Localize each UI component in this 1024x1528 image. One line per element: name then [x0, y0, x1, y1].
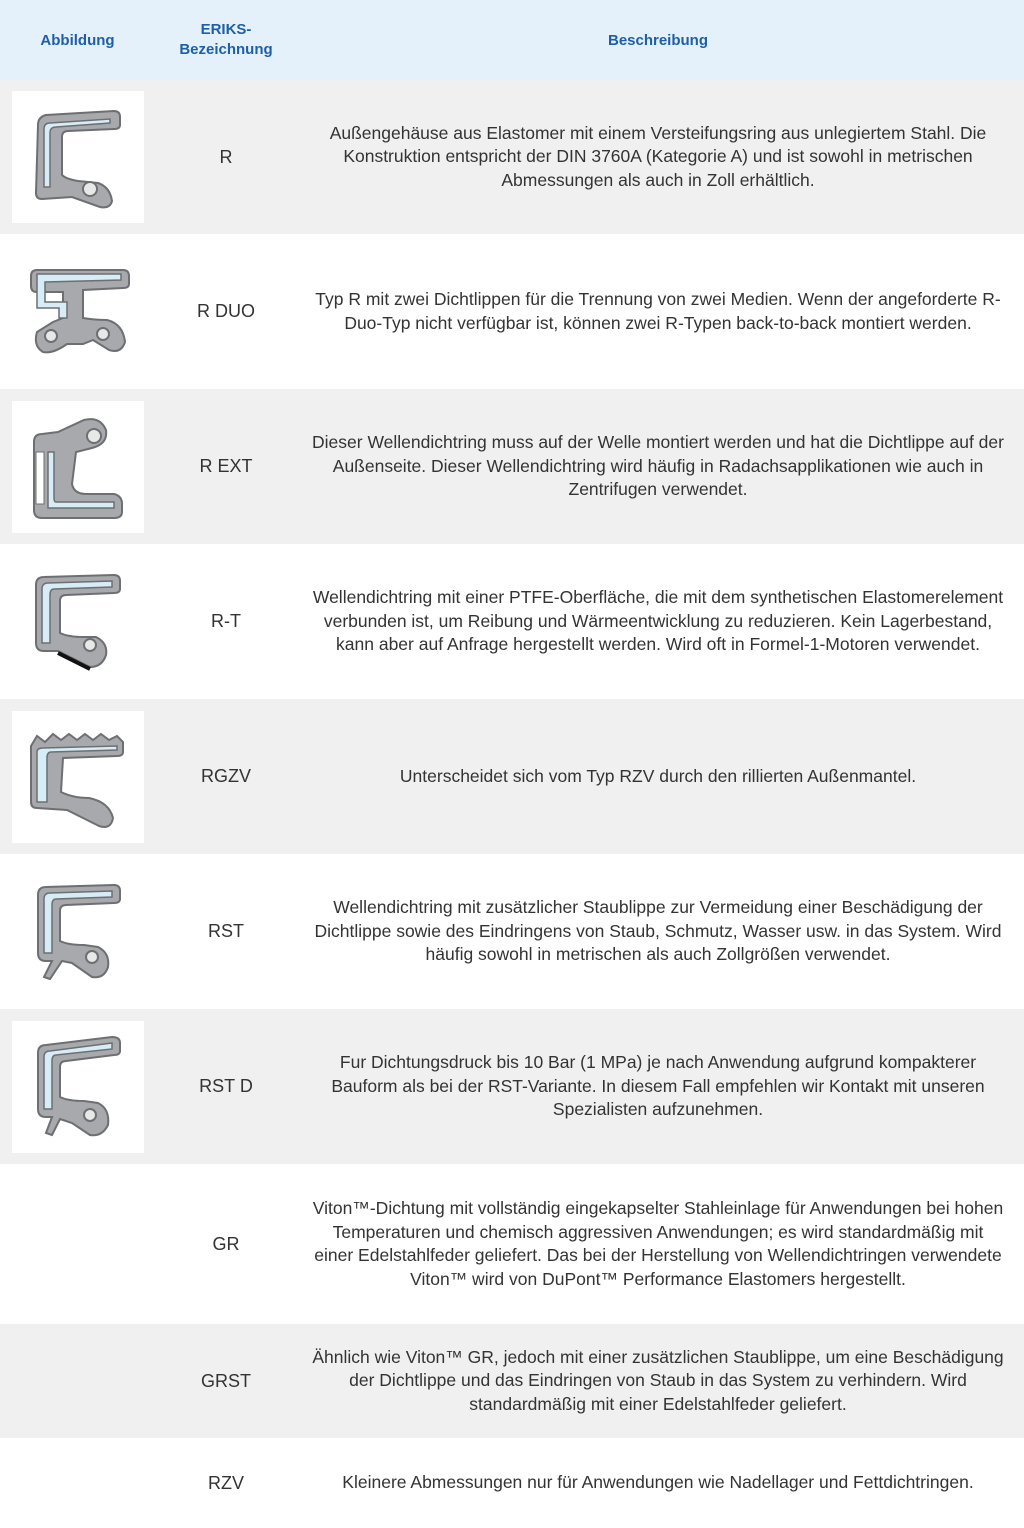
seal-rst-icon — [12, 866, 144, 998]
table-row — [0, 234, 1024, 389]
header-code — [155, 20, 297, 60]
row-code: RST D — [199, 1076, 253, 1096]
row-description: Wellendichtring mit zusätzlicher Staublippe zur Vermeidung einer Beschädigung der Dichtlippe sowie des Eindringens von Staub, Schmutz, Wasser usw. in das System. Wird häufig sowohl in metrischen als auch Zollgrößen verwendet. — [314, 897, 1002, 965]
header-code-line1: ERIKS- — [200, 21, 252, 38]
table-row — [0, 1009, 1024, 1164]
seal-rgzv-icon — [12, 711, 144, 843]
seal-r-duo-icon — [12, 246, 144, 378]
row-code: RST — [208, 921, 244, 941]
table-row — [0, 854, 1024, 1009]
row-code: GRST — [200, 1370, 251, 1391]
row-code: R EXT — [199, 456, 253, 476]
table-header — [0, 0, 1024, 80]
table-row — [0, 1164, 1024, 1324]
table-row — [0, 80, 1024, 234]
row-description: Wellendichtring mit einer PTFE-Oberfläche, die mit dem synthetischen Elastomerelement verbunden ist, um Reibung und Wärmeentwicklung zu reduzieren. Kein Lagerbestand, kann aber auf Anfrage hergestellt werden. Wird oft in Formel-1-Motoren verwendet. — [312, 587, 1004, 655]
header-code-line2: Bezeichnung — [179, 41, 273, 58]
row-description: Fur Dichtungsdruck bis 10 Bar (1 MPa) je nach Anwendung aufgrund kompakterer Bauform als bei der RST-Variante. In diesem Fall empfehlen wir Kontakt mit unseren Spezialisten aufzunehmen. — [331, 1052, 985, 1120]
table-row — [0, 389, 1024, 544]
row-description: Viton™-Dichtung mit vollständig eingekapselter Stahleinlage für Anwendungen bei hohen Temperaturen und chemisch aggressiven Anwendungen; es wird standardmäßig mit einer Edelstahlfeder geliefert. Das bei der Herstellung von Wellendichtringen verwendete Viton™ wird von DuPont™ Performance Elastomers hergestellt. — [312, 1198, 1004, 1289]
row-description: Außengehäuse aus Elastomer mit einem Versteifungsring aus unlegiertem Stahl. Die Konstruktion entspricht der DIN 3760A (Kategorie A) und ist sowohl in metrischen Abmessungen als auch in Zoll erhältlich. — [329, 122, 987, 190]
row-code: RGZV — [200, 766, 251, 786]
row-description: Kleinere Abmessungen nur für Anwendungen wie Nadellager und Fettdichtringen. — [342, 1472, 974, 1493]
row-code: GR — [212, 1233, 240, 1254]
row-code: R — [219, 146, 233, 167]
table-row — [0, 1324, 1024, 1438]
row-code: R DUO — [197, 301, 255, 321]
row-description: Unterscheidet sich vom Typ RZV durch den rillierten Außenmantel. — [399, 765, 917, 786]
row-description: Typ R mit zwei Dichtlippen für die Trennung von zwei Medien. Wenn der angeforderte R-Duo-Typ nicht verfügbar ist, können zwei R-Typen back-to-back montiert werden. — [315, 289, 1001, 333]
header-image: Abbildung — [40, 31, 115, 49]
table-row — [0, 544, 1024, 699]
header-description: Beschreibung — [607, 31, 709, 49]
seal-r-ext-icon — [12, 401, 144, 533]
row-description: Ähnlich wie Viton™ GR, jedoch mit einer zusätzlichen Staublippe, um eine Beschädigung der Dichtlippe und das Eindringen von Staub in das System zu verhindern. Wird standardmäßig mit einer Edelstahlfeder geliefert. — [312, 1346, 1004, 1414]
row-code: R-T — [211, 611, 241, 631]
row-code: RZV — [208, 1472, 244, 1493]
table-row — [0, 1438, 1024, 1528]
seal-rst-d-icon — [12, 1021, 144, 1153]
seal-r-icon — [12, 91, 144, 223]
row-description: Dieser Wellendichtring muss auf der Welle montiert werden und hat die Dichtlippe auf der Außenseite. Dieser Wellendichtring wird häufig in Radachsapplikationen wie auch in Zentrifugen verwendet. — [312, 432, 1004, 500]
table-row — [0, 699, 1024, 854]
seal-r-t-icon — [12, 556, 144, 688]
